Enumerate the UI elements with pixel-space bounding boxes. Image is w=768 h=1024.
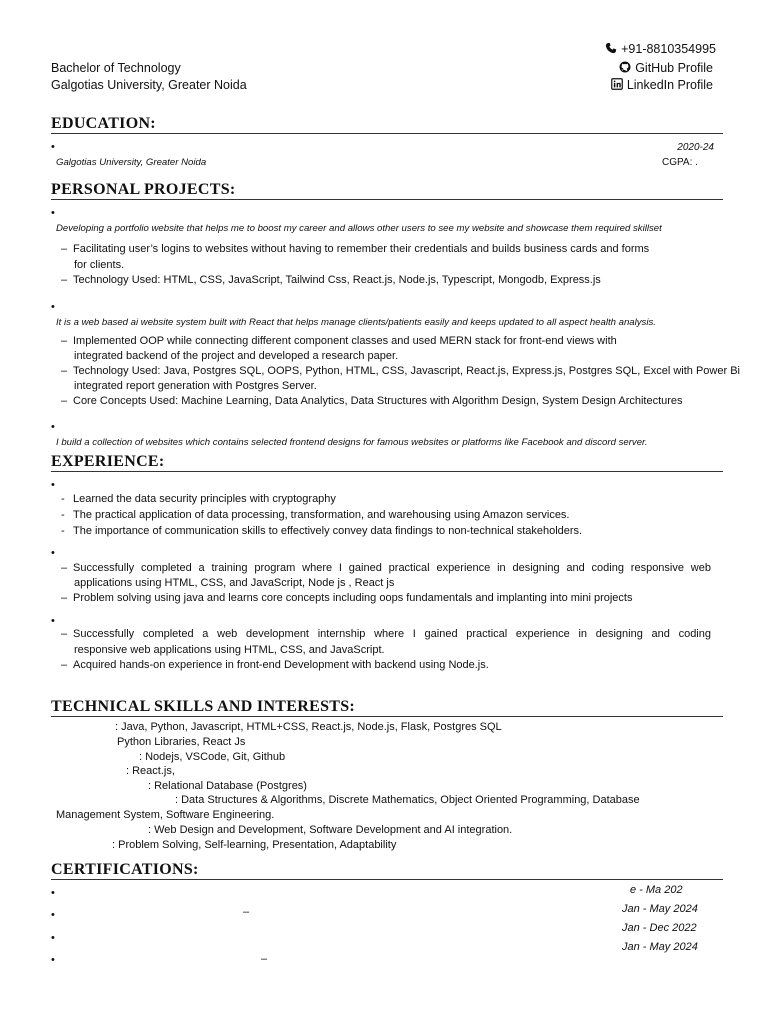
experience-3-point-1: – Successfully completed a web development internship where I gained practical experience in designing and coding bbox=[61, 628, 711, 640]
skill-line-languages: : Java, Python, Javascript, HTML+CSS, React.js, Node.js, Flask, Postgres SQL bbox=[115, 721, 502, 733]
skill-line-libraries: Python Libraries, React Js bbox=[117, 736, 246, 748]
degree: Bachelor of Technology bbox=[51, 61, 181, 75]
project-1-desc: Developing a portfolio website that helps me to boost my career and allows other users to see my website and showcase them required skillset bbox=[56, 223, 662, 234]
experience-2-bullet: • bbox=[51, 547, 55, 559]
skill-line-tools: : Nodejs, VSCode, Git, Github bbox=[139, 751, 286, 763]
experience-title: EXPERIENCE: bbox=[51, 453, 723, 472]
project-2-point-1-cont: integrated backend of the project and developed a research paper. bbox=[74, 350, 399, 362]
skills-title: TECHNICAL SKILLS AND INTERESTS: bbox=[51, 698, 723, 717]
project-2-point-3: – Core Concepts Used: Machine Learning, Data Analytics, Data Structures with Algorithm Design, System Design Architectures bbox=[61, 395, 683, 407]
cert-2-dash: – bbox=[243, 906, 250, 918]
project-2-point-2-cont: integrated report generation with Postgres Server. bbox=[74, 380, 317, 392]
cert-4-dash: – bbox=[261, 953, 268, 965]
education-year: 2020-24 bbox=[677, 142, 714, 153]
experience-2-point-2: – Problem solving using java and learns core concepts including oops fundamentals and implanting into mini projects bbox=[61, 592, 633, 604]
project-1-point-1: – Facilitating user’s logins to websites without having to remember their credentials and builds business cards and forms bbox=[61, 243, 650, 255]
github-link[interactable] bbox=[619, 60, 713, 77]
project-2-point-2: – Technology Used: Java, Postgres SQL, OOPS, Python, HTML, CSS, Javascript, React.js, Express.js, Postgres SQL, Excel with Power Bi bbox=[61, 365, 740, 377]
cert-4-bullet: • bbox=[51, 954, 55, 966]
university-header: Galgotias University, Greater Noida bbox=[51, 78, 247, 92]
cert-4-date: Jan - May 2024 bbox=[622, 941, 698, 953]
skill-line-databases: : Relational Database (Postgres) bbox=[148, 780, 307, 792]
experience-1-point-2: - The practical application of data processing, transformation, and warehousing using Amazon services. bbox=[61, 509, 570, 521]
linkedin-icon bbox=[611, 78, 623, 90]
phone-contact[interactable] bbox=[605, 41, 716, 58]
experience-3-point-1-cont: responsive web applications using HTML, CSS, and JavaScript. bbox=[74, 644, 385, 656]
linkedin-label: LinkedIn Profile bbox=[626, 78, 713, 92]
phone-number: +91-8810354995 bbox=[621, 42, 716, 56]
education-bullet: • bbox=[51, 141, 55, 153]
phone-icon bbox=[605, 42, 617, 54]
education-university: Galgotias University, Greater Noida bbox=[56, 157, 207, 168]
github-label: GitHub Profile bbox=[635, 61, 713, 75]
project-3-bullet: • bbox=[51, 421, 55, 433]
education-cgpa: CGPA: . bbox=[662, 157, 698, 168]
experience-2-point-1: – Successfully completed a training program where I gained practical experience in designing and coding responsive web bbox=[61, 562, 711, 574]
education-title: EDUCATION: bbox=[51, 115, 723, 134]
cert-3-date: Jan - Dec 2022 bbox=[622, 922, 697, 934]
project-1-point-1-cont: for clients. bbox=[74, 259, 125, 271]
cert-1-date: e - Ma 202 bbox=[630, 884, 683, 896]
github-icon bbox=[619, 61, 631, 73]
experience-2-point-1-cont: applications using HTML, CSS, and JavaScript, Node js , React js bbox=[74, 577, 395, 589]
experience-1-bullet: • bbox=[51, 479, 55, 491]
project-2-bullet: • bbox=[51, 301, 55, 313]
skill-line-soft-skills: : Problem Solving, Self-learning, Presentation, Adaptability bbox=[112, 839, 397, 851]
experience-1-point-3: - The importance of communication skills to effectively convey data findings to non-technical stakeholders. bbox=[61, 525, 583, 537]
cert-3-bullet: • bbox=[51, 932, 55, 944]
project-1-point-2: – Technology Used: HTML, CSS, JavaScript, Tailwind Css, React.js, Node.js, Typescript, Mongodb, Express.js bbox=[61, 274, 601, 286]
experience-1-point-1: - Learned the data security principles with cryptography bbox=[61, 493, 336, 505]
experience-3-point-2: – Acquired hands-on experience in front-end Development with backend using Node.js. bbox=[61, 659, 489, 671]
project-2-desc: It is a web based ai website system built with React that helps manage clients/patients easily and keeps updated to all aspect health analysis. bbox=[56, 317, 656, 328]
projects-title: PERSONAL PROJECTS: bbox=[51, 181, 723, 200]
project-2-point-1: – Implemented OOP while connecting different component classes and used MERN stack for front-end views with bbox=[61, 335, 617, 347]
skill-line-frameworks: : React.js, bbox=[126, 765, 175, 777]
skill-line-coursework: : Data Structures & Algorithms, Discrete Mathematics, Object Oriented Programming, Database bbox=[175, 794, 640, 806]
project-1-bullet: • bbox=[51, 207, 55, 219]
certifications-title: CERTIFICATIONS: bbox=[51, 861, 723, 880]
cert-1-bullet: • bbox=[51, 887, 55, 899]
project-3-desc: I build a collection of websites which contains selected frontend designs for famous websites or platforms like Facebook and discord server. bbox=[56, 437, 648, 448]
experience-3-bullet: • bbox=[51, 615, 55, 627]
cert-2-date: Jan - May 2024 bbox=[622, 903, 698, 915]
cert-2-bullet: • bbox=[51, 909, 55, 921]
skill-line-interests: : Web Design and Development, Software Development and AI integration. bbox=[148, 824, 513, 836]
linkedin-link[interactable] bbox=[611, 77, 713, 94]
skill-line-coursework-cont: Management System, Software Engineering. bbox=[56, 809, 275, 821]
